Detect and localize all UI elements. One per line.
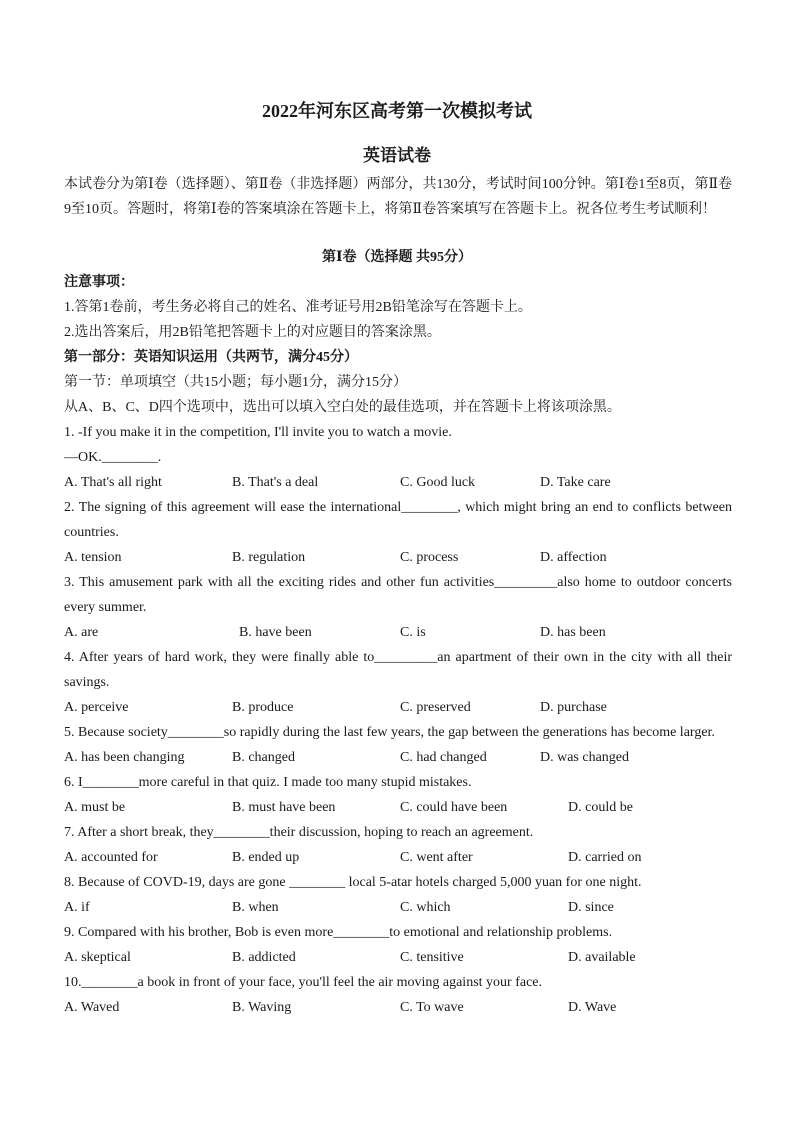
question-stem-continued: every summer. [64,600,147,615]
option-c: C. Good luck [400,475,476,490]
option-d: D. since [568,900,614,915]
question-stem: 1. -If you make it in the competition, I'll invite you to watch a movie. [64,425,452,440]
option-a: A. Waved [64,1000,120,1015]
question-stem: 4. After years of hard work, they were finally able to_________an apartment of their own in the city with all their [64,650,732,665]
option-a: A. skeptical [64,950,131,965]
option-b: B. Waving [232,1000,292,1015]
option-d: D. has been [540,625,606,640]
instruction-text: 从A、B、C、D四个选项中，选出可以填入空白处的最佳选项，并在答题卡上将该项涂黑。 [64,400,621,415]
option-b: B. produce [232,700,294,715]
part-heading: 第一部分：英语知识运用（共两节，满分45分） [64,350,358,365]
option-a: A. if [64,900,90,915]
question-stem: 10.________a book in front of your face, you'll feel the air moving against your face. [64,975,542,990]
option-d: D. affection [540,550,607,565]
page-subtitle: 英语试卷 [363,146,431,165]
option-a: A. are [64,625,99,640]
section-heading: 第Ⅰ卷（选择题 共95分） [321,250,473,265]
option-b: B. when [232,900,279,915]
option-d: D. was changed [540,750,630,765]
question-stem: 3. This amusement park with all the exciting rides and other fun activities_________also home to outdoor concerts [64,575,732,590]
option-d: D. Take care [540,475,611,490]
option-b: B. ended up [232,850,300,865]
option-a: A. tension [64,550,122,565]
question-stem: 6. I________more careful in that quiz. I made too many stupid mistakes. [64,775,472,790]
option-c: C. could have been [400,800,508,815]
page-title: 2022年河东区高考第一次模拟考试 [262,101,532,121]
question-stem-continued: countries. [64,525,119,540]
option-a: A. accounted for [64,850,158,865]
option-b: B. regulation [232,550,306,565]
question-stem-continued: savings. [64,675,110,690]
option-c: C. tensitive [400,950,464,965]
option-c: C. went after [400,850,473,865]
option-c: C. process [400,550,459,565]
question-stem: 8. Because of COVD-19, days are gone ________ local 5-atar hotels charged 5,000 yuan for one night. [64,875,642,890]
option-c: C. preserved [400,700,471,715]
option-d: D. available [568,950,636,965]
option-c: C. To wave [400,1000,464,1015]
option-c: C. had changed [400,750,487,765]
option-b: B. That's a deal [232,475,319,490]
option-d: D. could be [568,800,633,815]
question-stem: 2. The signing of this agreement will ease the international________, which might bring an end to conflicts between [64,500,732,515]
question-stem-continued: —OK.________. [64,450,162,465]
intro-paragraph: 本试卷分为第Ⅰ卷（选择题）、第Ⅱ卷（非选择题）两部分，共130分，考试时间100分钟。第Ⅰ卷1至8页，第Ⅱ卷9至10页。答题时，将第Ⅰ卷的答案填涂在答题卡上，将第Ⅱ卷答案填写在答题卡上。祝各位考生考试顺利！ [64,177,732,217]
notice-item: 1.答第1卷前，考生务必将自己的姓名、准考证号用2B铅笔涂写在答题卡上。 [64,300,532,315]
option-b: B. changed [232,750,295,765]
option-a: A. must be [64,800,126,815]
option-b: B. addicted [232,950,296,965]
option-a: A. That's all right [64,475,162,490]
option-c: C. which [400,900,451,915]
question-stem: 5. Because society________so rapidly during the last few years, the gap between the generations has become larger. [64,725,715,740]
option-a: A. perceive [64,700,129,715]
question-stem: 9. Compared with his brother, Bob is even more________to emotional and relationship problems. [64,925,613,940]
option-d: D. carried on [568,850,642,865]
option-d: D. purchase [540,700,607,715]
option-b: B. have been [239,625,312,640]
question-stem: 7. After a short break, they________their discussion, hoping to reach an agreement. [64,825,534,840]
notice-label: 注意事项： [64,275,134,290]
option-b: B. must have been [232,800,336,815]
notice-item: 2.选出答案后，用2B铅笔把答题卡上的对应题目的答案涂黑。 [64,325,441,340]
option-c: C. is [400,625,426,640]
section-subheading: 第一节：单项填空（共15小题；每小题1分，满分15分） [64,375,407,390]
option-d: D. Wave [568,1000,617,1015]
option-a: A. has been changing [64,750,185,765]
